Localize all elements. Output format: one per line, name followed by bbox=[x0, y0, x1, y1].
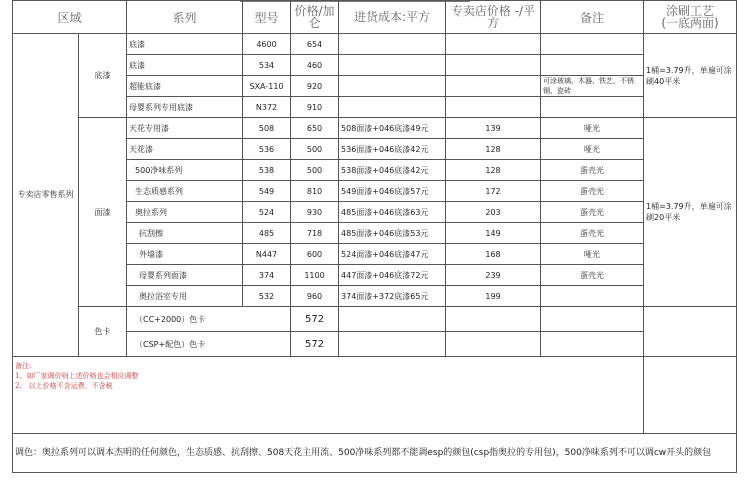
store-price-cell: 203 bbox=[446, 202, 541, 223]
remark-cell: 蛋壳光 bbox=[541, 181, 644, 202]
store-price-cell bbox=[446, 332, 541, 357]
model-cell: 4600 bbox=[243, 34, 291, 55]
store-price-cell: 239 bbox=[446, 265, 541, 286]
remark-cell: 蛋壳光 bbox=[541, 223, 644, 244]
model-cell: N447 bbox=[243, 244, 291, 265]
series-cell: 外墙漆 bbox=[127, 244, 243, 265]
store-price-cell bbox=[446, 307, 541, 332]
cost-cell: 536面漆+046底漆42元 bbox=[339, 139, 446, 160]
series-cell: 底漆 bbox=[127, 55, 243, 76]
store-price-cell: 139 bbox=[446, 118, 541, 139]
cost-cell: 485面漆+046底漆63元 bbox=[339, 202, 446, 223]
model-cell: 374 bbox=[243, 265, 291, 286]
store-price-cell: 149 bbox=[446, 223, 541, 244]
price-cell: 810 bbox=[291, 181, 339, 202]
model-cell: 485 bbox=[243, 223, 291, 244]
footer-row bbox=[13, 434, 737, 473]
model-cell: 524 bbox=[243, 202, 291, 223]
store-price-cell bbox=[446, 34, 541, 55]
header-remarks: 备注 bbox=[541, 1, 644, 34]
remark-cell bbox=[541, 307, 644, 332]
model-cell: N372 bbox=[243, 97, 291, 118]
card-series-cell: （CSP+配色）色卡 bbox=[127, 332, 291, 357]
notes-blank-cell bbox=[644, 357, 737, 434]
header-price: 价格/加仑 bbox=[291, 1, 339, 34]
model-cell: 549 bbox=[243, 181, 291, 202]
card-price-cell: 572 bbox=[291, 332, 339, 357]
model-cell: 532 bbox=[243, 286, 291, 307]
store-price-cell bbox=[446, 55, 541, 76]
model-cell: SXA-110 bbox=[243, 76, 291, 97]
cost-cell: 447面漆+046底漆72元 bbox=[339, 265, 446, 286]
remark-cell bbox=[541, 332, 644, 357]
model-cell: 538 bbox=[243, 160, 291, 181]
remark-cell: 哑光 bbox=[541, 139, 644, 160]
topcoat-process-cell: 1桶=3.79升，单遍可涂刷20平米 bbox=[644, 118, 737, 307]
cost-cell bbox=[339, 76, 446, 97]
model-cell: 536 bbox=[243, 139, 291, 160]
store-price-cell bbox=[446, 97, 541, 118]
price-cell: 654 bbox=[291, 34, 339, 55]
price-cell: 910 bbox=[291, 97, 339, 118]
cost-cell bbox=[339, 97, 446, 118]
notes-title: 备注: bbox=[15, 362, 32, 370]
price-cell: 960 bbox=[291, 286, 339, 307]
price-table bbox=[12, 0, 737, 473]
price-cell: 1100 bbox=[291, 265, 339, 286]
remark-cell: 蛋壳光 bbox=[541, 160, 644, 181]
header-process bbox=[644, 1, 737, 34]
card-process-cell bbox=[644, 307, 737, 357]
cost-cell: 538面漆+046底漆42元 bbox=[339, 160, 446, 181]
primer-process-cell: 1桶=3.79升，单遍可涂刷40平米 bbox=[644, 34, 737, 118]
remark-cell: 哑光 bbox=[541, 118, 644, 139]
card-series-cell: （CC+2000）色卡 bbox=[127, 307, 291, 332]
cost-cell: 524面漆+046底漆47元 bbox=[339, 244, 446, 265]
table-row bbox=[13, 118, 737, 139]
remark-cell: 可涂玻璃、木器、铁艺，不锈钢、瓷砖 bbox=[541, 76, 644, 97]
remark-cell bbox=[541, 286, 644, 307]
cost-cell: 485面漆+046底漆53元 bbox=[339, 223, 446, 244]
price-cell: 718 bbox=[291, 223, 339, 244]
group-topcoat: 面漆 bbox=[79, 118, 127, 307]
series-cell: 奥拉浴室专用 bbox=[127, 286, 243, 307]
header-region: 区域 bbox=[13, 1, 127, 34]
store-price-cell: 128 bbox=[446, 160, 541, 181]
store-price-cell bbox=[446, 76, 541, 97]
series-cell: 底漆 bbox=[127, 34, 243, 55]
series-cell: 奥拉系列 bbox=[127, 202, 243, 223]
store-price-cell: 168 bbox=[446, 244, 541, 265]
series-cell: 超能底漆 bbox=[127, 76, 243, 97]
color-mixing-note: 调色：奥拉系列可以调本杰明的任何颜色，生态质感、抗刮擦、508天花主用流、500净味系列都不能调esp的颜包(csp指奥拉的专用包)，500净味系列不可以调cw开头的颜包 bbox=[13, 434, 737, 473]
series-cell: 母婴系列专用底漆 bbox=[127, 97, 243, 118]
series-cell: 天花专用漆 bbox=[127, 118, 243, 139]
cost-cell bbox=[339, 307, 446, 332]
remark-cell bbox=[541, 97, 644, 118]
remark-cell: 蛋壳光 bbox=[541, 265, 644, 286]
series-cell: 500净味系列 bbox=[127, 160, 243, 181]
header-model: 型号 bbox=[243, 1, 291, 34]
store-price-cell: 128 bbox=[446, 139, 541, 160]
model-cell: 534 bbox=[243, 55, 291, 76]
notes-cell bbox=[13, 357, 644, 434]
table-row bbox=[13, 307, 737, 332]
series-cell: 抗刮擦 bbox=[127, 223, 243, 244]
notes-line: 2、 以上价格不含运费、不含税 bbox=[15, 382, 113, 390]
price-cell: 920 bbox=[291, 76, 339, 97]
price-cell: 600 bbox=[291, 244, 339, 265]
cost-cell bbox=[339, 55, 446, 76]
price-cell: 500 bbox=[291, 139, 339, 160]
remark-cell bbox=[541, 55, 644, 76]
header-store-price: 专卖店价格 -/平方 bbox=[446, 1, 541, 34]
remark-cell bbox=[541, 34, 644, 55]
region-cell: 专卖店零售系列 bbox=[13, 34, 79, 357]
group-primer: 底漆 bbox=[79, 34, 127, 118]
group-card: 色卡 bbox=[79, 307, 127, 357]
store-price-cell: 199 bbox=[446, 286, 541, 307]
header-cost: 进货成本:平方 bbox=[339, 1, 446, 34]
cost-cell bbox=[339, 34, 446, 55]
cost-cell bbox=[339, 332, 446, 357]
series-cell: 母婴系列面漆 bbox=[127, 265, 243, 286]
header-process-sub: (一底两面) bbox=[661, 16, 719, 30]
series-cell: 生态质感系列 bbox=[127, 181, 243, 202]
remark-cell: 哑光 bbox=[541, 244, 644, 265]
header-series: 系列 bbox=[127, 1, 243, 34]
series-cell: 天花漆 bbox=[127, 139, 243, 160]
cost-cell: 374面漆+372底漆65元 bbox=[339, 286, 446, 307]
header-process-title: 涂刷工艺 bbox=[666, 4, 715, 18]
notes-row bbox=[13, 357, 737, 434]
price-cell: 500 bbox=[291, 160, 339, 181]
store-price-cell: 172 bbox=[446, 181, 541, 202]
cost-cell: 508面漆+046底漆49元 bbox=[339, 118, 446, 139]
header-row bbox=[13, 1, 737, 34]
table-row bbox=[13, 34, 737, 55]
model-cell: 508 bbox=[243, 118, 291, 139]
price-cell: 460 bbox=[291, 55, 339, 76]
card-price-cell: 572 bbox=[291, 307, 339, 332]
cost-cell: 549面漆+046底漆57元 bbox=[339, 181, 446, 202]
remark-cell: 蛋壳光 bbox=[541, 202, 644, 223]
price-cell: 650 bbox=[291, 118, 339, 139]
price-cell: 930 bbox=[291, 202, 339, 223]
notes-line: 1、如厂家调价则上述价格也会相应调整 bbox=[15, 372, 139, 380]
